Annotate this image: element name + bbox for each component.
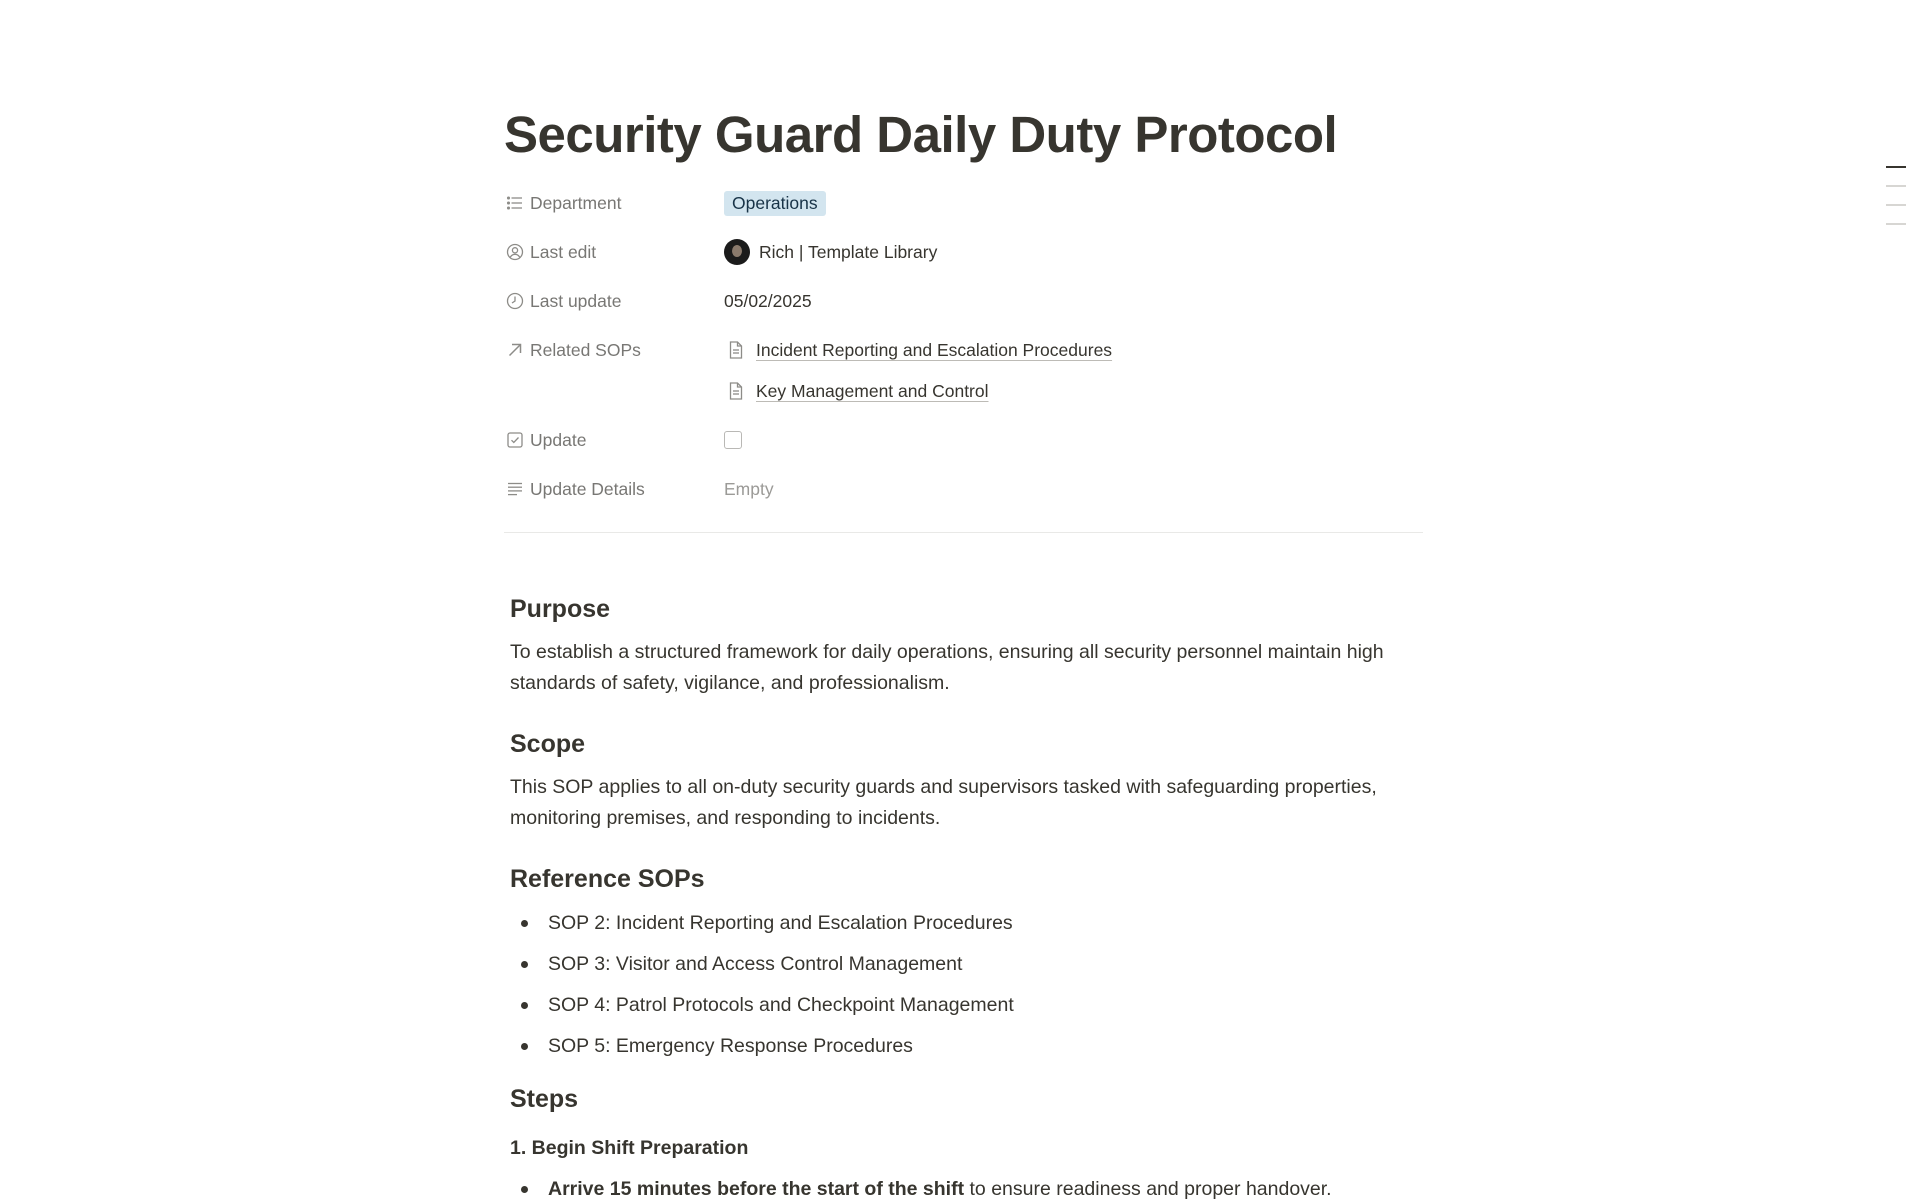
update-details-empty: Empty [724, 478, 774, 499]
related-sop-item[interactable] [724, 340, 1112, 361]
clock-icon [506, 292, 524, 310]
related-sop-item[interactable] [724, 381, 989, 402]
last-edit-value[interactable] [724, 239, 937, 265]
step-title[interactable]: 1. Begin Shift Preparation [510, 1137, 749, 1159]
text-lines-icon [506, 480, 524, 498]
checkbox-icon [506, 431, 524, 449]
related-sop-title: Incident Reporting and Escalation Procedures [756, 339, 1113, 360]
last-edit-label: Last edit [530, 241, 597, 262]
list-item[interactable] [510, 909, 1013, 937]
list-icon [506, 194, 524, 212]
paragraph-purpose[interactable]: To establish a structured framework for daily operations, ensuring all security personnel maintain high standards of safety, vigilance, and professionalism. [510, 641, 1384, 694]
bullet-dot [521, 920, 528, 927]
related-sops-label: Related SOPs [530, 339, 641, 360]
update-details-value[interactable] [724, 479, 774, 500]
bullet-dot [521, 961, 528, 968]
table-of-contents[interactable] [1886, 166, 1906, 242]
property-label[interactable] [506, 340, 724, 361]
list-item[interactable] [510, 950, 962, 978]
list-item-text: SOP 5: Emergency Response Procedures [548, 1035, 913, 1057]
heading-steps[interactable]: Steps [510, 1085, 579, 1113]
update-value[interactable] [724, 431, 742, 449]
related-sop-link-2[interactable] [724, 381, 989, 402]
property-label[interactable] [506, 291, 724, 312]
arrow-up-right-icon [506, 341, 524, 359]
property-related-sops-row2 [506, 374, 1416, 408]
user-circle-icon [506, 243, 524, 261]
last-update-date: 05/02/2025 [724, 290, 812, 311]
bullet-dot [521, 1186, 528, 1193]
last-update-value[interactable] [724, 291, 812, 312]
list-item-rest: to ensure readiness and proper handover. [964, 1178, 1332, 1200]
department-tag[interactable]: Operations [724, 191, 826, 216]
toc-line[interactable] [1886, 204, 1906, 206]
update-checkbox[interactable] [724, 431, 742, 449]
list-item[interactable] [510, 991, 1014, 1019]
property-last-update [506, 284, 1416, 318]
property-department [506, 186, 1416, 220]
heading-purpose[interactable]: Purpose [510, 595, 611, 623]
related-sop-title: Key Management and Control [756, 380, 989, 401]
toc-line[interactable] [1886, 185, 1906, 187]
department-value[interactable] [724, 191, 826, 216]
property-label[interactable] [506, 242, 724, 263]
department-label: Department [530, 192, 622, 213]
list-item-bold: Arrive 15 minutes before the start of the shift [548, 1178, 965, 1200]
update-label: Update [530, 429, 587, 450]
list-item-text: SOP 3: Visitor and Access Control Management [548, 953, 963, 975]
avatar [724, 239, 750, 265]
heading-scope[interactable]: Scope [510, 730, 586, 758]
property-related-sops [506, 333, 1416, 367]
page-icon [726, 381, 746, 401]
property-label[interactable] [506, 193, 724, 214]
toc-line[interactable] [1886, 223, 1906, 225]
last-update-label: Last update [530, 290, 622, 311]
property-label[interactable] [506, 479, 724, 500]
divider [504, 532, 1423, 533]
paragraph-scope[interactable]: This SOP applies to all on-duty security guards and supervisors tasked with safeguarding properties, monitoring premises, and responding to incidents. [510, 776, 1377, 829]
list-item[interactable] [510, 1032, 913, 1060]
toc-line[interactable] [1886, 166, 1906, 168]
bullet-dot [521, 1002, 528, 1009]
property-update [506, 423, 1416, 457]
property-last-edit [506, 235, 1416, 269]
page-title[interactable]: Security Guard Daily Duty Protocol [504, 106, 1338, 163]
property-label[interactable] [506, 430, 724, 451]
list-item-text: SOP 4: Patrol Protocols and Checkpoint Management [548, 994, 1014, 1016]
bullet-dot [521, 1043, 528, 1050]
last-edit-user: Rich | Template Library [759, 241, 938, 262]
update-details-label: Update Details [530, 478, 645, 499]
page-icon [726, 340, 746, 360]
heading-reference-sops[interactable]: Reference SOPs [510, 865, 705, 893]
property-update-details [506, 472, 1416, 506]
related-sop-link-1[interactable] [724, 340, 1112, 361]
list-item-text: SOP 2: Incident Reporting and Escalation Procedures [548, 912, 1013, 934]
